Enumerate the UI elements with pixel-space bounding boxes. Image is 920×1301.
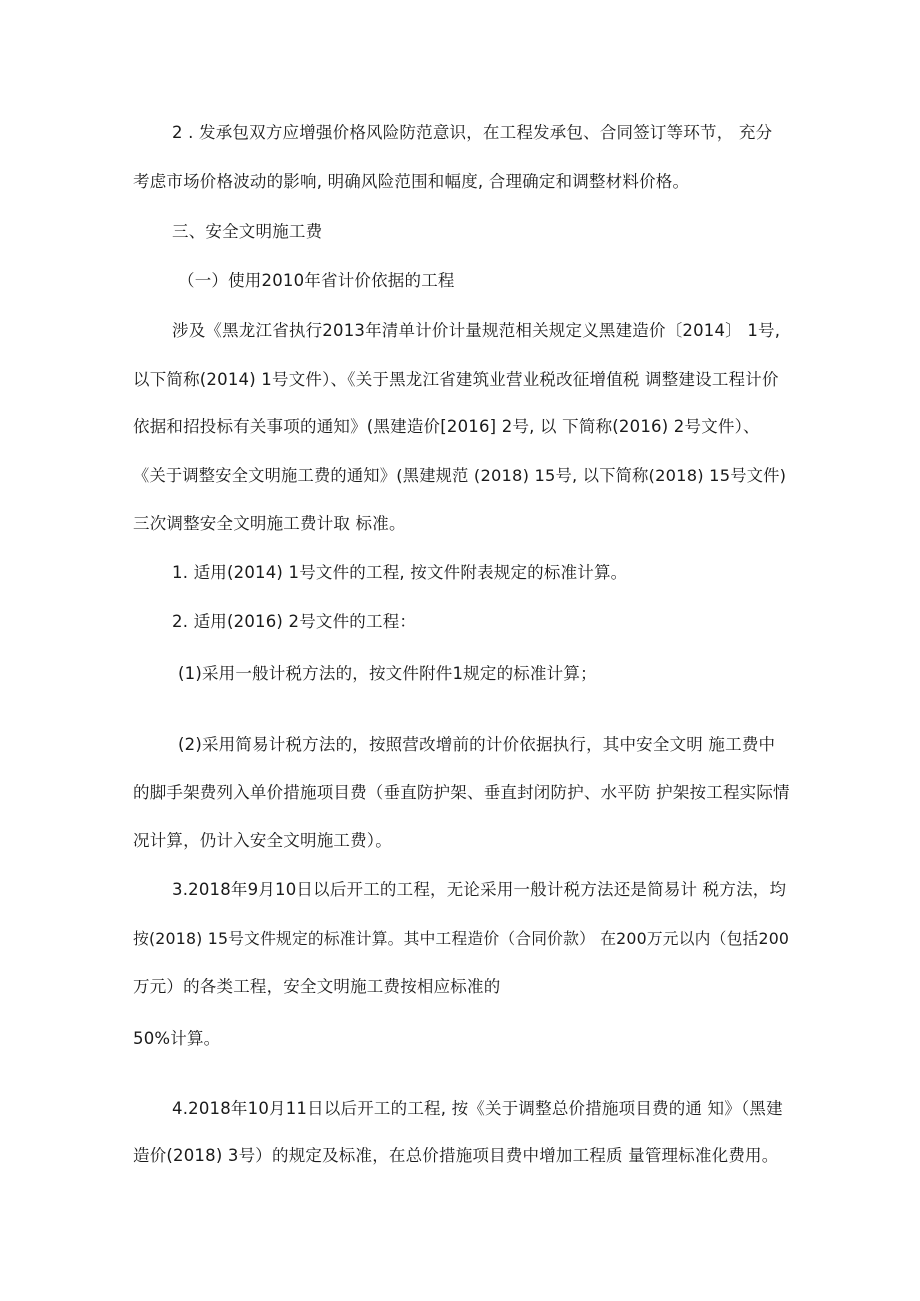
item-2-1: (1)采用一般计税方法的，按文件附件1规定的标准计算； bbox=[178, 664, 597, 683]
item-2-2-line3: 况计算，仍计入安全文明施工费）。 bbox=[133, 831, 392, 850]
item-3-line2: 按(2018) 15号文件规定的标准计算。其中工程造价（合同价款） 在200万元以内（包括200 bbox=[133, 929, 790, 948]
item-3-line4: 50%计算。 bbox=[133, 1029, 221, 1048]
item-2-2-line2: 的脚手架费列入单价措施项目费（垂直防护架、垂直封闭防护、水平防 护架按工程实际情 bbox=[133, 783, 790, 802]
section-heading-3: 三、安全文明施工费 bbox=[172, 222, 323, 241]
para2-line5: 三次调整安全文明施工费计取 标准。 bbox=[133, 514, 406, 533]
item-3-line3: 万元）的各类工程，安全文明施工费按相应标准的 bbox=[133, 977, 501, 996]
item-2: 2. 适用(2016) 2号文件的工程： bbox=[172, 612, 417, 631]
item-4-line2: 造价(2018) 3号）的规定及标准，在总价措施项目费中增加工程质 量管理标准化费用。 bbox=[133, 1146, 779, 1165]
para2-line2: 以下简称(2014) 1号文件）、《关于黑龙江省建筑业营业税改征增值税 调整建设工程计价 bbox=[133, 370, 779, 389]
para1-line2: 考虑市场价格波动的影响, 明确风险范围和幅度, 合理确定和调整材料价格。 bbox=[133, 172, 690, 191]
item-1: 1. 适用(2014) 1号文件的工程, 按文件附表规定的标准计算。 bbox=[172, 563, 628, 582]
para1-line1: 2 . 发承包双方应增强价格风险防范意识，在工程发承包、合同签订等环节， 充分 bbox=[172, 123, 773, 142]
item-2-2-line1: (2)采用简易计税方法的，按照营改增前的计价依据执行，其中安全文明 施工费中 bbox=[178, 735, 776, 754]
para2-line1: 涉及《黑龙江省执行2013年清单计价计量规范相关规定义黑建造价〔2014〕 1号, bbox=[172, 321, 781, 340]
subheading-1: （一）使用2010年省计价依据的工程 bbox=[178, 271, 455, 290]
item-4-line1: 4.2018年10月11日以后开工的工程, 按《关于调整总价措施项目费的通 知》（黑建 bbox=[172, 1099, 783, 1118]
para2-line3: 依据和招投标有关事项的通知》(黑建造价[2016] 2号, 以 下简称(2016) 2号文件）、 bbox=[133, 417, 760, 436]
para2-line4: 《关于调整安全文明施工费的通知》(黑建规范 (2018) 15号, 以下简称(2018) 15号文件) bbox=[133, 466, 787, 485]
item-3-line1: 3.2018年9月10日以后开工的工程，无论采用一般计税方法还是简易计 税方法，均 bbox=[172, 880, 787, 899]
